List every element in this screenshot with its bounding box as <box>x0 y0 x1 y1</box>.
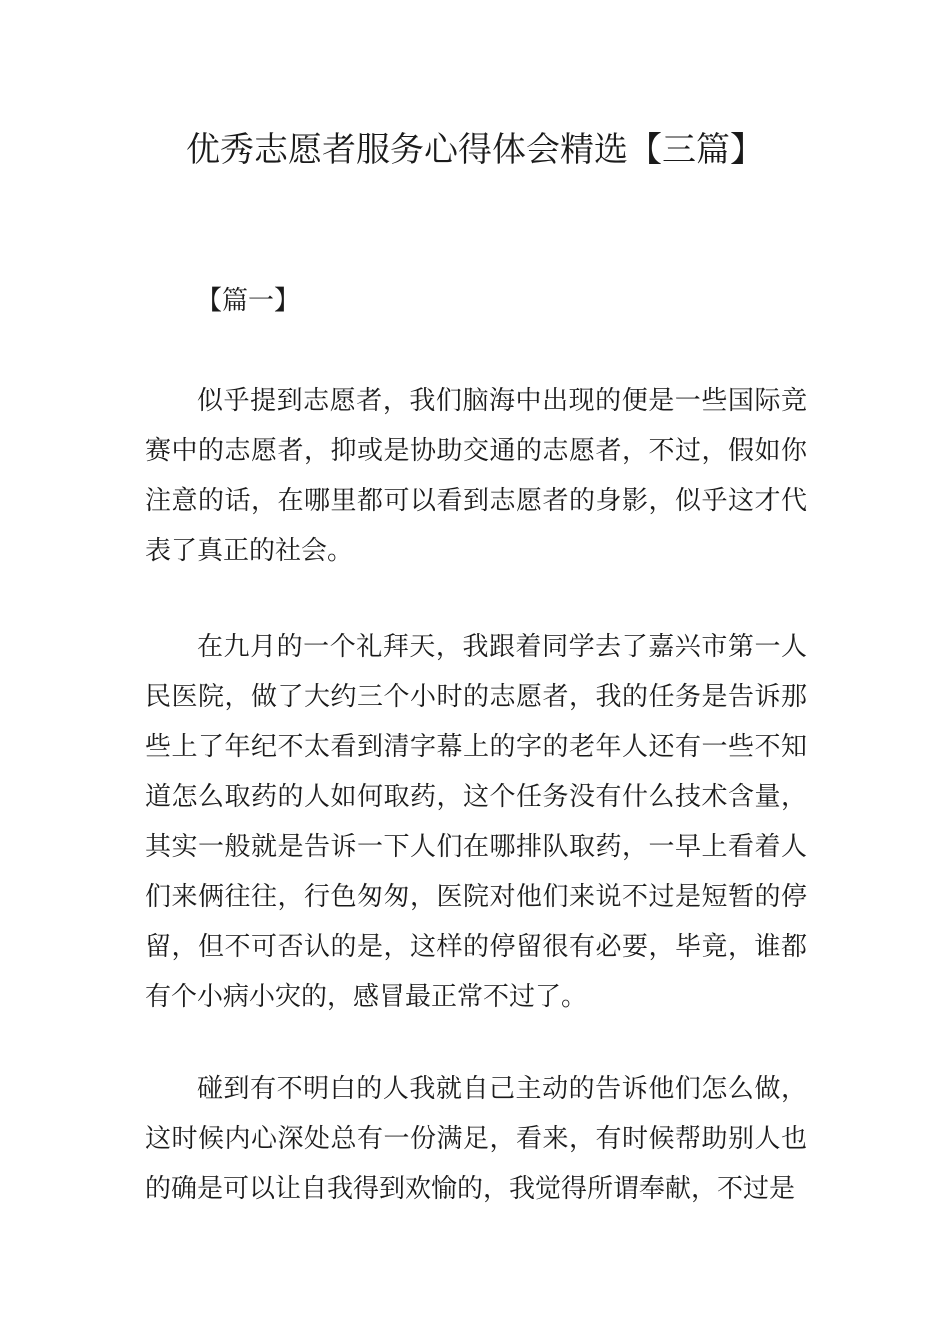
body-paragraph: 似乎提到志愿者，我们脑海中出现的便是一些国际竞赛中的志愿者，抑或是协助交通的志愿者，不过，假如你注意的话，在哪里都可以看到志愿者的身影，似乎这才代表了真正的社会。 <box>145 386 807 566</box>
body-paragraph: 在九月的一个礼拜天，我跟着同学去了嘉兴市第一人民医院，做了大约三个小时的志愿者，我的任务是告诉那些上了年纪不太看到清字幕上的字的老年人还有一些不知道怎么取药的人如何取药，这个任务没有什么技术含量，其实一般就是告诉一下人们在哪排队取药，一早上看着人们来俩往往，行色匆匆，医院对他们来说不过是短暂的停留，但不可否认的是，这样的停留很有必要，毕竟，谁都有个小病小灾的，感冒最正常不过了。 <box>145 632 807 1012</box>
section-heading: 【篇一】 <box>196 286 301 316</box>
body-paragraph: 碰到有不明白的人我就自己主动的告诉他们怎么做，这时候内心深处总有一份满足，看来，有时候帮助别人也的确是可以让自我得到欢愉的，我觉得所谓奉献，不过是 <box>145 1074 807 1204</box>
document-title: 优秀志愿者服务心得体会精选【三篇】 <box>186 130 764 170</box>
